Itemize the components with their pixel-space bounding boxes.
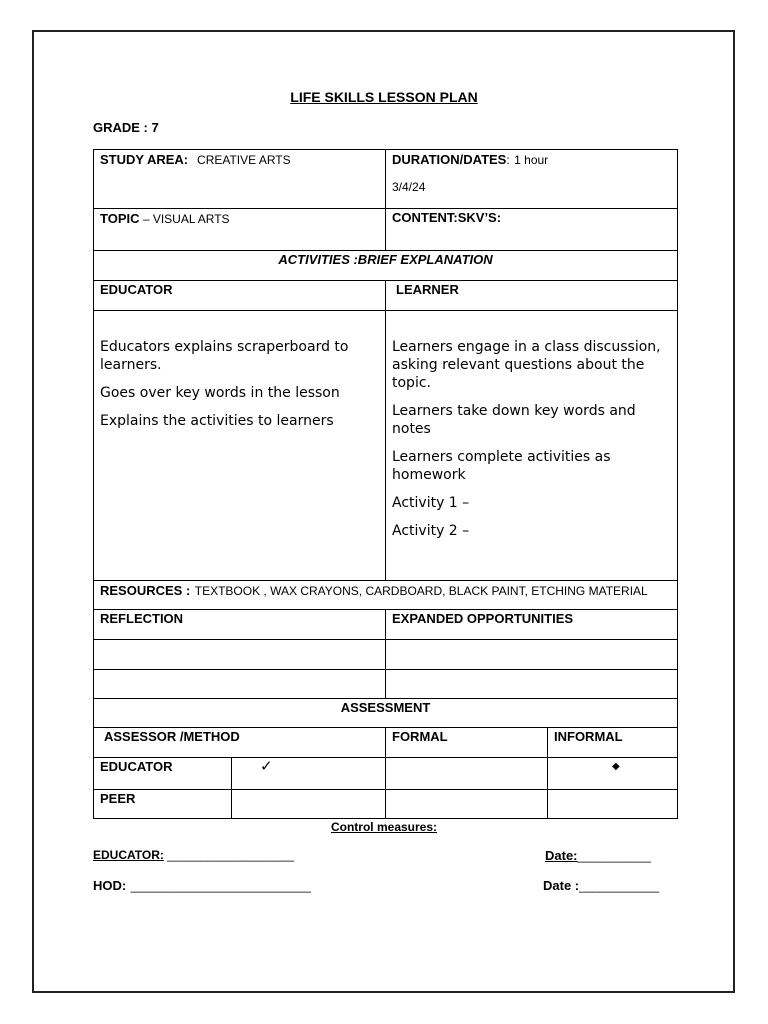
assessment-row-peer-informal-cell bbox=[547, 789, 678, 819]
assessment-row-educator-name: EDUCATOR bbox=[100, 759, 173, 774]
assessment-row-educator-formal-cell bbox=[385, 757, 548, 790]
learner-activities-list bbox=[392, 338, 672, 550]
learner-header-cell bbox=[385, 280, 678, 311]
topic-cell bbox=[93, 208, 386, 251]
educator-activities-cell bbox=[93, 310, 386, 581]
learner-item: Activity 2 – bbox=[392, 523, 470, 539]
topic-value: VISUAL ARTS bbox=[152, 212, 230, 226]
assessment-row-educator-method-cell bbox=[231, 757, 386, 790]
resources-cell bbox=[93, 580, 678, 610]
activities-header: ACTIVITIES :BRIEF EXPLANATION bbox=[278, 252, 493, 267]
educator-activities-list bbox=[100, 338, 380, 440]
duration-value: 1 hour bbox=[514, 153, 549, 167]
hod-label: HOD: bbox=[93, 878, 127, 893]
date1-label: Date: bbox=[545, 848, 578, 863]
assessor-method-header: ASSESSOR /METHOD bbox=[104, 729, 240, 744]
duration-label: DURATION/DATES bbox=[392, 152, 507, 167]
educator-item: Educators explains scraperboard to learners. bbox=[100, 339, 349, 373]
date2-line: ____________ bbox=[579, 879, 660, 893]
check-mark-icon: ✓ bbox=[260, 757, 273, 775]
hod-signoff bbox=[93, 877, 311, 895]
informal-header: INFORMAL bbox=[554, 729, 623, 744]
date1-signoff bbox=[545, 847, 651, 865]
educator-header-cell bbox=[93, 280, 386, 311]
activities-header-cell bbox=[93, 250, 678, 281]
assessment-row-peer-name: PEER bbox=[100, 791, 136, 806]
educator-signoff-line: ___________________ bbox=[167, 848, 295, 862]
study-area-label: STUDY AREA bbox=[100, 152, 184, 167]
assessment-row-peer-method-cell bbox=[231, 789, 386, 819]
control-measures-label: Control measures: bbox=[330, 820, 438, 834]
expanded-blank-2 bbox=[385, 669, 678, 699]
resources-value: TEXTBOOK , WAX CRAYONS, CARDBOARD, BLACK PAINT, ETCHING MATERIAL bbox=[194, 584, 648, 598]
hod-line: ___________________________ bbox=[130, 879, 311, 893]
assessment-row-educator-informal-cell bbox=[547, 757, 678, 790]
duration-date: 3/4/24 bbox=[392, 180, 426, 194]
educator-item: Goes over key words in the lesson bbox=[100, 385, 340, 401]
informal-header-cell bbox=[547, 727, 678, 758]
learner-item: Learners complete activities as homework bbox=[392, 449, 611, 483]
assessment-row-peer-formal-cell bbox=[385, 789, 548, 819]
study-area-value: CREATIVE ARTS bbox=[197, 153, 291, 167]
assessor-method-header-cell bbox=[93, 727, 386, 758]
grade-label: GRADE : 7 bbox=[93, 120, 159, 135]
topic-sep: – bbox=[139, 212, 153, 226]
reflection-blank-1 bbox=[93, 639, 386, 670]
study-area-sep: : bbox=[183, 152, 189, 167]
formal-header: FORMAL bbox=[392, 729, 448, 744]
learner-item: Learners engage in a class discussion, asking relevant questions about the topic. bbox=[392, 339, 661, 391]
document-title: LIFE SKILLS LESSON PLAN bbox=[290, 89, 478, 105]
expanded-label: EXPANDED OPPORTUNITIES bbox=[392, 611, 574, 626]
reflection-label: REFLECTION bbox=[100, 611, 184, 626]
assessment-header-cell bbox=[93, 698, 678, 728]
learner-header: LEARNER bbox=[396, 282, 459, 297]
educator-item: Explains the activities to learners bbox=[100, 413, 334, 429]
assessment-row-peer-name-cell bbox=[93, 789, 232, 819]
expanded-cell bbox=[385, 609, 678, 640]
expanded-blank-1 bbox=[385, 639, 678, 670]
date2-label: Date : bbox=[543, 878, 580, 893]
duration-sep: : bbox=[506, 153, 510, 167]
assessment-header: ASSESSMENT bbox=[340, 700, 431, 715]
learner-activities-cell bbox=[385, 310, 678, 581]
educator-signoff bbox=[93, 848, 294, 862]
learner-item: Learners take down key words and notes bbox=[392, 403, 636, 437]
diamond-bullet-icon: ◆ bbox=[612, 761, 620, 772]
topic-label: TOPIC bbox=[100, 211, 140, 226]
assessment-row-educator-name-cell bbox=[93, 757, 232, 790]
date2-signoff bbox=[543, 877, 659, 895]
duration-cell bbox=[385, 149, 678, 209]
learner-item: Activity 1 – bbox=[392, 495, 470, 511]
educator-signoff-label: EDUCATOR: bbox=[93, 848, 164, 862]
date1-line: ___________ bbox=[577, 849, 651, 863]
reflection-blank-2 bbox=[93, 669, 386, 699]
formal-header-cell bbox=[385, 727, 548, 758]
content-label: CONTENT:SKV’S: bbox=[392, 210, 502, 225]
study-area-cell bbox=[93, 149, 386, 209]
reflection-cell bbox=[93, 609, 386, 640]
content-cell bbox=[385, 208, 678, 251]
educator-header: EDUCATOR bbox=[100, 282, 173, 297]
resources-label: RESOURCES : bbox=[100, 583, 191, 598]
